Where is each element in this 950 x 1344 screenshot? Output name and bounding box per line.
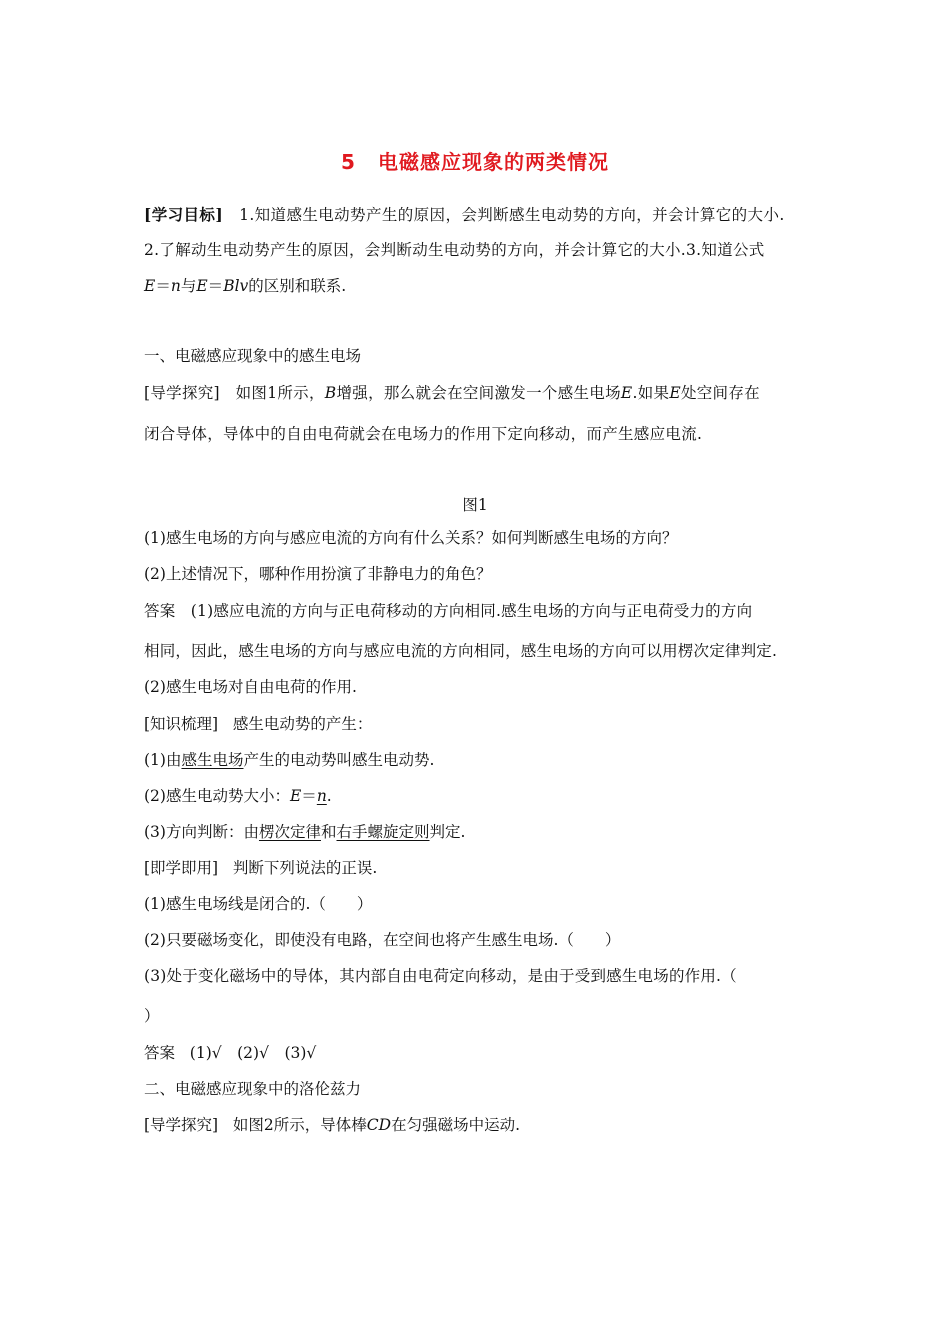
k2-eq: ＝ [301, 787, 317, 805]
knowledge-text: 感生电动势的产生： [232, 715, 373, 733]
symbol-b: B [324, 384, 337, 402]
question-1: (1)感生电场的方向与感应电流的方向有什么关系？如何判断感生电场的方向？ [144, 529, 678, 547]
section-number: 5 [341, 150, 356, 174]
k2-pre: (2)感生电动势大小： [144, 787, 290, 805]
answer-line-3: (2)感生电场对自由电荷的作用. [144, 678, 357, 696]
formula-eq: ＝ [155, 277, 171, 295]
answer-judge-label: 答案 [144, 1044, 176, 1062]
knowledge-item-2 [144, 786, 332, 806]
knowledge-item-1 [144, 750, 434, 770]
apply-line [144, 858, 377, 878]
question-2: (2)上述情况下，哪种作用扮演了非静电力的角色？ [144, 565, 492, 583]
knowledge-item-3 [144, 822, 465, 842]
objectives-line-2: 2.了解动生电动势产生的原因，会判断动生电动势的方向，并会计算它的大小.3.知道公式 [144, 241, 765, 259]
formula-and: 与 [180, 277, 197, 295]
formula-n: n [170, 277, 181, 295]
explore-label-2: [导学探究] [144, 1116, 219, 1134]
answer-line-2: 相同，因此，感生电场的方向与感应电流的方向相同，感生电场的方向可以用楞次定律判定. [144, 642, 778, 660]
section-1-heading: 一、电磁感应现象中的感生电场 [144, 347, 362, 365]
section-2-heading: 二、电磁感应现象中的洛伦兹力 [144, 1080, 362, 1098]
page-title [0, 146, 950, 175]
explore-text-a: 如图1所示， [235, 384, 325, 402]
section-2-explore-line [144, 1115, 520, 1135]
answer-label: 答案 [144, 602, 176, 620]
objectives-tail: 的区别和联系. [248, 277, 347, 295]
explore-text-b: 增强，那么就会在空间激发一个感生电场 [336, 384, 621, 402]
k1-underlined: 感生电场 [181, 751, 244, 769]
explore2-text-a: 如图2所示，导体棒 [232, 1116, 367, 1134]
k3-underlined-1: 楞次定律 [258, 823, 321, 841]
judge-item-2: (2)只要磁场变化，即使没有电路，在空间也将产生感生电场.（ ） [144, 931, 621, 949]
k3-post: 判定. [429, 823, 466, 841]
section-1-explore-line-2: 闭合导体，导体中的自由电荷就会在电场力的作用下定向移动，而产生感应电流. [144, 425, 703, 443]
section-1-explore-line-1 [144, 383, 760, 403]
knowledge-line [144, 714, 372, 734]
k2-n: n [316, 787, 327, 805]
symbol-cd: CD [366, 1116, 392, 1134]
k1-pre: (1)由 [144, 751, 182, 769]
explore-text-d: 处空间存在 [680, 384, 760, 402]
symbol-e: E [620, 384, 633, 402]
formula-blv: Blv [223, 277, 249, 295]
objectives-label: [学习目标] [144, 205, 224, 224]
judge-item-3-close: ） [144, 1007, 160, 1025]
apply-label: [即学即用] [144, 859, 219, 877]
answer-line-1 [144, 601, 752, 621]
explore-label: [导学探究] [144, 384, 220, 402]
k3-and: 和 [320, 823, 337, 841]
k3-underlined-2: 右手螺旋定则 [336, 823, 430, 841]
answer-judge-text: (1)√ (2)√ (3)√ [189, 1044, 317, 1062]
formula-eq2: ＝ [207, 277, 224, 295]
formula-e: E [144, 277, 156, 295]
k3-pre: (3)方向判断：由 [144, 823, 259, 841]
explore2-text-b: 在匀强磁场中运动. [391, 1116, 520, 1134]
answer-judge-line [144, 1043, 316, 1063]
k1-post: 产生的电动势叫感生电动势. [243, 751, 435, 769]
objectives-line-1 [144, 205, 785, 225]
k2-e: E [289, 787, 302, 805]
symbol-e-2: E [669, 384, 681, 402]
objectives-line-3 [144, 276, 346, 296]
k2-post: . [326, 787, 332, 805]
figure-caption: 图1 [462, 496, 488, 514]
title-text: 电磁感应现象的两类情况 [377, 150, 609, 174]
judge-item-3: (3)处于变化磁场中的导体，其内部自由电荷定向移动，是由于受到感生电场的作用.（ [144, 967, 737, 985]
apply-text: 判断下列说法的正误. [232, 859, 378, 877]
formula-e2: E [196, 277, 208, 295]
knowledge-label: [知识梳理] [144, 715, 219, 733]
explore-text-c: .如果 [632, 384, 670, 402]
objectives-text-1: 1.知道感生电动势产生的原因，会判断感生电动势的方向，并会计算它的大小. [239, 206, 785, 224]
answer-text-1a: (1)感应电流的方向与正电荷移动的方向相同.感生电场的方向与正电荷受力的方向 [190, 602, 753, 620]
judge-item-1: (1)感生电场线是闭合的.（ ） [144, 895, 373, 913]
